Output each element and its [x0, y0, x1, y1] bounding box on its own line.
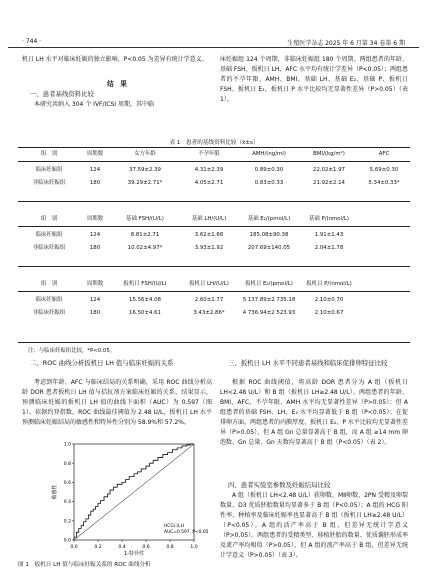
table-header-cell: 扳机日 E₂/(pmol/L): [245, 281, 293, 287]
table-header-cell: AMH/(ng/ml): [252, 151, 286, 157]
section-heading-lab: 四、患者实验室参数及妊娠结局比较: [228, 481, 331, 489]
table-row: [18, 230, 410, 241]
table-rule-top: [18, 147, 410, 148]
table-header-cell: 组 别: [40, 281, 58, 287]
legend-series-label: HCG日LH: [164, 524, 184, 529]
figure-caption: 图 1 扳机日 LH 值与临床妊娠关系的 ROC 曲线分析: [18, 562, 151, 568]
table-cell: 8.81±2.71: [130, 232, 160, 238]
table-cell: 2.10±0.70: [314, 297, 344, 303]
legend-auc-label: AUC=0.597, P<0.05: [164, 530, 209, 535]
table-header-cell: 周期数: [86, 281, 104, 287]
table-cell: 10.02±4.97*: [127, 245, 163, 251]
x-tick-label: 0.4: [118, 545, 126, 550]
y-tick-label: 0.2: [63, 519, 71, 525]
table-cell: 2.10±0.67: [314, 310, 344, 316]
roc-chart: [22, 440, 222, 558]
table-header-cell: 基础 E₂/(pmol/L): [247, 216, 291, 222]
table-header-cell: 周期数: [86, 216, 104, 222]
y-tick-label: 0.4: [63, 500, 71, 506]
table-header-cell: 基础 LH/(U/L): [191, 216, 227, 222]
table-header-cell: 扳机日 FSH/(U/L): [123, 281, 167, 287]
table-cell: 非临床妊娠组: [32, 310, 66, 316]
table-cell: 124: [89, 232, 101, 238]
table-cell: 4 736.94±2 523.93: [242, 310, 296, 316]
table-rule-bottom: [18, 342, 410, 343]
x-tick-label: 0.8: [166, 545, 174, 550]
table-cell: 3.43±2.86*: [193, 310, 225, 316]
table-header-cell: AFC: [378, 151, 390, 157]
x-tick-label: 1.0: [190, 545, 198, 550]
table-header-row: [18, 149, 410, 160]
table-cell: 临床妊娠组: [35, 297, 63, 303]
table-cell: 非临床妊娠组: [32, 180, 66, 186]
table-row: [18, 308, 410, 319]
table-header-cell: 扳机日 LH/(U/L): [189, 281, 229, 287]
page-number: · 744 ·: [22, 38, 42, 45]
table-rule: [18, 161, 410, 162]
table-header-cell: BMI/(kg/m²): [313, 151, 345, 157]
table-cell: 37.59±2.39: [129, 167, 161, 173]
table-cell: 124: [89, 167, 101, 173]
x-tick-label: 0.6: [142, 545, 150, 550]
table-header-cell: 基础 FSH/(U/L): [126, 216, 164, 222]
table-rule: [18, 291, 410, 292]
y-tick-label: 0.6: [63, 481, 71, 486]
table-cell: 15.56±4.08: [129, 297, 161, 303]
table-header-cell: 女方年龄: [134, 151, 156, 157]
table-cell: 16.50±4.61: [129, 310, 161, 316]
table-cell: 3.93±1.92: [194, 245, 224, 251]
x-tick-label: 0.0: [70, 545, 78, 550]
section-heading-roc: 二、ROC 曲线分析扳机日 LH 值与临床妊娠的关系: [30, 359, 174, 367]
table-rule: [18, 201, 410, 202]
table-cell: 1.91±1.43: [314, 232, 344, 238]
table-cell: 21.92±2.14: [313, 180, 345, 186]
table-cell: 非临床妊娠组: [32, 245, 66, 251]
table-cell: 5 137.89±2 735.18: [242, 297, 296, 303]
table-cell: 临床妊娠组: [35, 167, 63, 173]
baseline-paragraph: 本研究共纳入 304 个 IVF/ICSI 周期，其中临: [34, 101, 154, 108]
table-row: [18, 295, 410, 306]
table-header-cell: 组 别: [40, 216, 58, 222]
table-row: [18, 243, 410, 254]
table-cell: 0.89±0.30: [254, 167, 284, 173]
section-heading-lh-groups: 三、扳机日 LH 水平不同患者基线和临床促排卵特征比较: [228, 359, 388, 367]
table-cell: 180: [89, 245, 101, 251]
table-cell: 207.69±140.05: [247, 245, 291, 251]
x-tick-label: 0.2: [94, 545, 102, 550]
intro-paragraph: 机日 LH 水平对临床妊娠的独立影响，P<0.05 为差异有统计学意义。: [22, 56, 208, 63]
table-cell: 5.34±0.33*: [368, 180, 400, 186]
table-header-cell: 周期数: [86, 151, 104, 157]
header-rule: [8, 47, 419, 48]
table-cell: 4.31±2.39: [194, 167, 224, 173]
table-cell: 39.29±2.71*: [127, 180, 163, 186]
table-header-cell: 扳机日 P/(nmol/L): [306, 281, 352, 287]
x-axis-label: 1-特异性: [124, 551, 144, 557]
y-tick-label: 1.0: [63, 442, 71, 448]
table-cell: 180: [89, 180, 101, 186]
table-header-row: [18, 279, 410, 290]
section-heading-baseline: 一、患者基线资料比较: [30, 90, 94, 98]
table-cell: 2.04±1.78: [314, 245, 344, 251]
y-axis-label: 敏感性: [52, 484, 58, 500]
results-heading: 结 果: [107, 80, 127, 88]
table-header-cell: 组 别: [40, 151, 58, 157]
table-cell: 2.60±1.77: [194, 297, 224, 303]
table-cell: 185.08±90.38: [249, 232, 289, 238]
table-row: [18, 165, 410, 176]
table-cell: 180: [89, 310, 101, 316]
baseline-paragraph-continued: 床妊娠组 124 个周期，非临床妊娠组 180 个周期。两组患者的年龄、基础 FSH、扳机日 LH、AFC 水平均有统计学差异（P<0.05）；两组患者的不孕年限、AMH、BMI、基础 LH、基础 E₂、基础 P、扳机日 FSH、扳机日 E₂、扳机日 P 水平比较均无显著性差异（P>0.05）（表 1）。: [220, 56, 408, 103]
table-rule: [18, 266, 410, 267]
table-cell: 3.62±1.66: [194, 232, 224, 238]
table-cell: 4.05±2.71: [194, 180, 224, 186]
table-header-cell: 基础 P/(nmol/L): [308, 216, 350, 222]
table-header-row: [18, 214, 410, 225]
table-cell: 124: [89, 297, 101, 303]
table-row: [18, 178, 410, 189]
roc-paragraph: 考虑到年龄、AFC 与临床结局的关系明确，采用 ROC 曲线分析高龄 DOR 患者扳机日 LH 值与拮抗剂方案临床妊娠的关系，结果显示，预测临床妊娠的扳机日 LH 值的曲线下面积（AUC）为 0.597（图 1）。依据约登指数，ROC 曲线最佳阈值为 2.48 U/L，扳机日 LH 水平预测临床妊娠结局的敏感性和特异性分别为 58.9%和 57.2%。: [22, 379, 212, 426]
table-title: 表 1 患者的基线资料比较（x̄±s）: [169, 140, 259, 146]
y-tick-label: 0.0: [63, 538, 71, 544]
table-cell: 22.02±1.97: [313, 167, 345, 173]
y-tick-label: 0.8: [63, 461, 71, 467]
table-note: 注：与临床妊娠组比较，*P<0.05。: [28, 348, 116, 354]
table-cell: 0.83±0.33: [254, 180, 284, 186]
table-cell: 5.69±0.30: [369, 167, 399, 173]
journal-header: 生殖医学杂志 2025 年 6 月第 34 卷第 6 期: [287, 40, 405, 47]
table-cell: 临床妊娠组: [35, 232, 63, 238]
table-header-cell: 不孕年限: [198, 151, 220, 157]
table-rule: [18, 226, 410, 227]
lh-groups-paragraph: 根据 ROC 曲线阈值，将高龄 DOR 患者分为 A 组（扳机日 LH<2.48 U/L）和 B 组（扳机日 LH≥2.48 U/L）。两组患者的年龄、BMI、AFC、不孕年限、AMH 水平均无显著性差异（P>0.05）；但 A 组患者的基础 FSH、LH、E₂ 水平均显著低于 B 组（P<0.05）；在促排卵方面，两组患者的内膜厚度、扳机日 E₂、P 水平比较均无显著性差异（P>0.05），但 A 组 Gn 总量显著高于 B 组，而 A 组 ≥14 mm 卵泡数、Gn 总量、Gn 天数均显著高于 B 组（P<0.05）（表 2）。: [220, 379, 408, 446]
lab-outcome-paragraph: A 组（扳机日 LH<2.48 U/L）获卵数、MⅡ卵数、2PN 受精及卵裂数量、D3 优质胚胎数量均显著多于 B 组（P<0.05）；A 组的 HCG 阳性率、种植率及临床妊娠率也显著高于 B 组（扳机日 LH≥2.48 U/L）（P<0.05）。A 组的活产率高于 B 组，但差异无统计学意义（P>0.05）。两组患者的受精类型、移植胚胎的数量、优质囊胚形成率及流产率均相似（P>0.05），但 A 组的流产率高于 B 组，但差异无统计学意义（P>0.05）（表 3）。: [220, 492, 408, 559]
